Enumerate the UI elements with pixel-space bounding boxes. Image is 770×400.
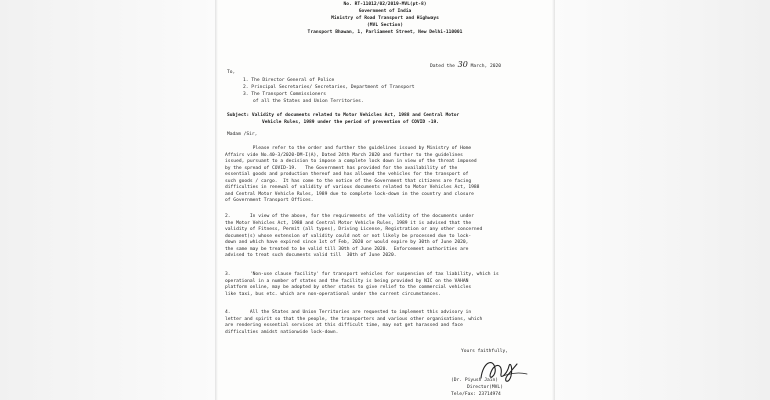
office-address: Transport Bhawan, 1, Parliament Street, New Delhi-110001 bbox=[307, 30, 463, 35]
ministry-name: Ministry of Road Transport and Highways bbox=[331, 16, 439, 21]
subject-line-1: Subject: Validity of documents related to Motor Vehicles Act, 1988 and Central Motor bbox=[227, 113, 460, 118]
paragraph-4: 4. All the States and Union Territories are requested to implement this advisory in letter and spirit so that the people, the transporters and various other organisations, which are rendering essential services at this difficult time, may not get harassed and face difficulties amidst nationwide lock-down. bbox=[225, 310, 483, 335]
paragraph-2: 2. In view of the above, for the requirements of the validity of the documents under the Motor Vehicles Act, 1988 and Central Motor Vehicle Rules, 1989 it is advised that the validity of Fitness, Permit (all types), Driving License, Registration or any other concerned document(s) whose extension of validity could not or not likely be processed due to lock- down and which have expired since 1st of Feb, 2020 or would expire by 30th of June 2020, the same may be treated to be valid till 30th of June 2020. Enforcement authorities are advised to treat such documents valid till 30th of June 2020. bbox=[225, 214, 483, 258]
right-margin bbox=[555, 0, 770, 400]
recipient-item: 2. Principal Secretaries/ Secretaries, Department of Transport bbox=[243, 85, 415, 90]
date-day: 30 bbox=[457, 60, 468, 69]
reference-number: No. RT-11012/02/2019-MVL(pt-8) bbox=[343, 2, 427, 7]
signatory-title: Director(MVL) bbox=[467, 385, 503, 390]
recipient-item: 3. The Transport Commissioners bbox=[243, 92, 326, 97]
telefax: Tele/Fax: 23714974 bbox=[451, 392, 501, 397]
closing-text: Yours faithfully, bbox=[461, 349, 509, 354]
left-margin bbox=[0, 0, 215, 400]
subject-line-2: Vehicle Rules, 1989 under the period of prevention of COVID -19. bbox=[262, 120, 440, 125]
paragraph-1: Please refer to the order and further the guidelines issued by Ministry of Home Affairs vide No.40-3/2020-DM-I(A), Dated 24th March 2020 and further to the guidelines issued, pursuant to a decision to impose a complete lock down in view of the threat imposed by the spread of COVID-19. The Government has provided for the availability of the essential goods and production thereof and has allowed the vehicles for the transport of such goods / cargo. It has come to the notice of the Government that citizens are facing difficulties in renewal of validity of various documents related to Motor Vehicles Act, 1988 and Central Motor Vehicle Rules, 1989 due to complete lock-down in the country and closure of Government Transport Offices. bbox=[225, 146, 480, 203]
signatory-name: (Dr. Piyush Jain) bbox=[451, 378, 499, 383]
government-name: Government of India bbox=[358, 9, 412, 14]
to-label: To, bbox=[227, 70, 236, 75]
recipient-item: 1. The Director General of Police bbox=[243, 78, 335, 83]
recipients-note: of all the States and Union Territories. bbox=[253, 99, 364, 104]
letter-page bbox=[215, 0, 555, 400]
paragraph-3: 3. 'Non-use clause facility' for transport vehicles for suspension of tax liability, which is operational in a number of states and the facility is being provided by NIC on the VAHAN platform online, may be adopted by other states to give relief to the commercial vehicles like taxi, bus etc. which are non-operational under the current circumstances. bbox=[225, 272, 499, 297]
section-name: (MVL Section) bbox=[367, 23, 403, 28]
letter-date: Dated the 30 March, 2020 bbox=[430, 60, 502, 69]
salutation: Madam /Sir, bbox=[227, 132, 258, 137]
